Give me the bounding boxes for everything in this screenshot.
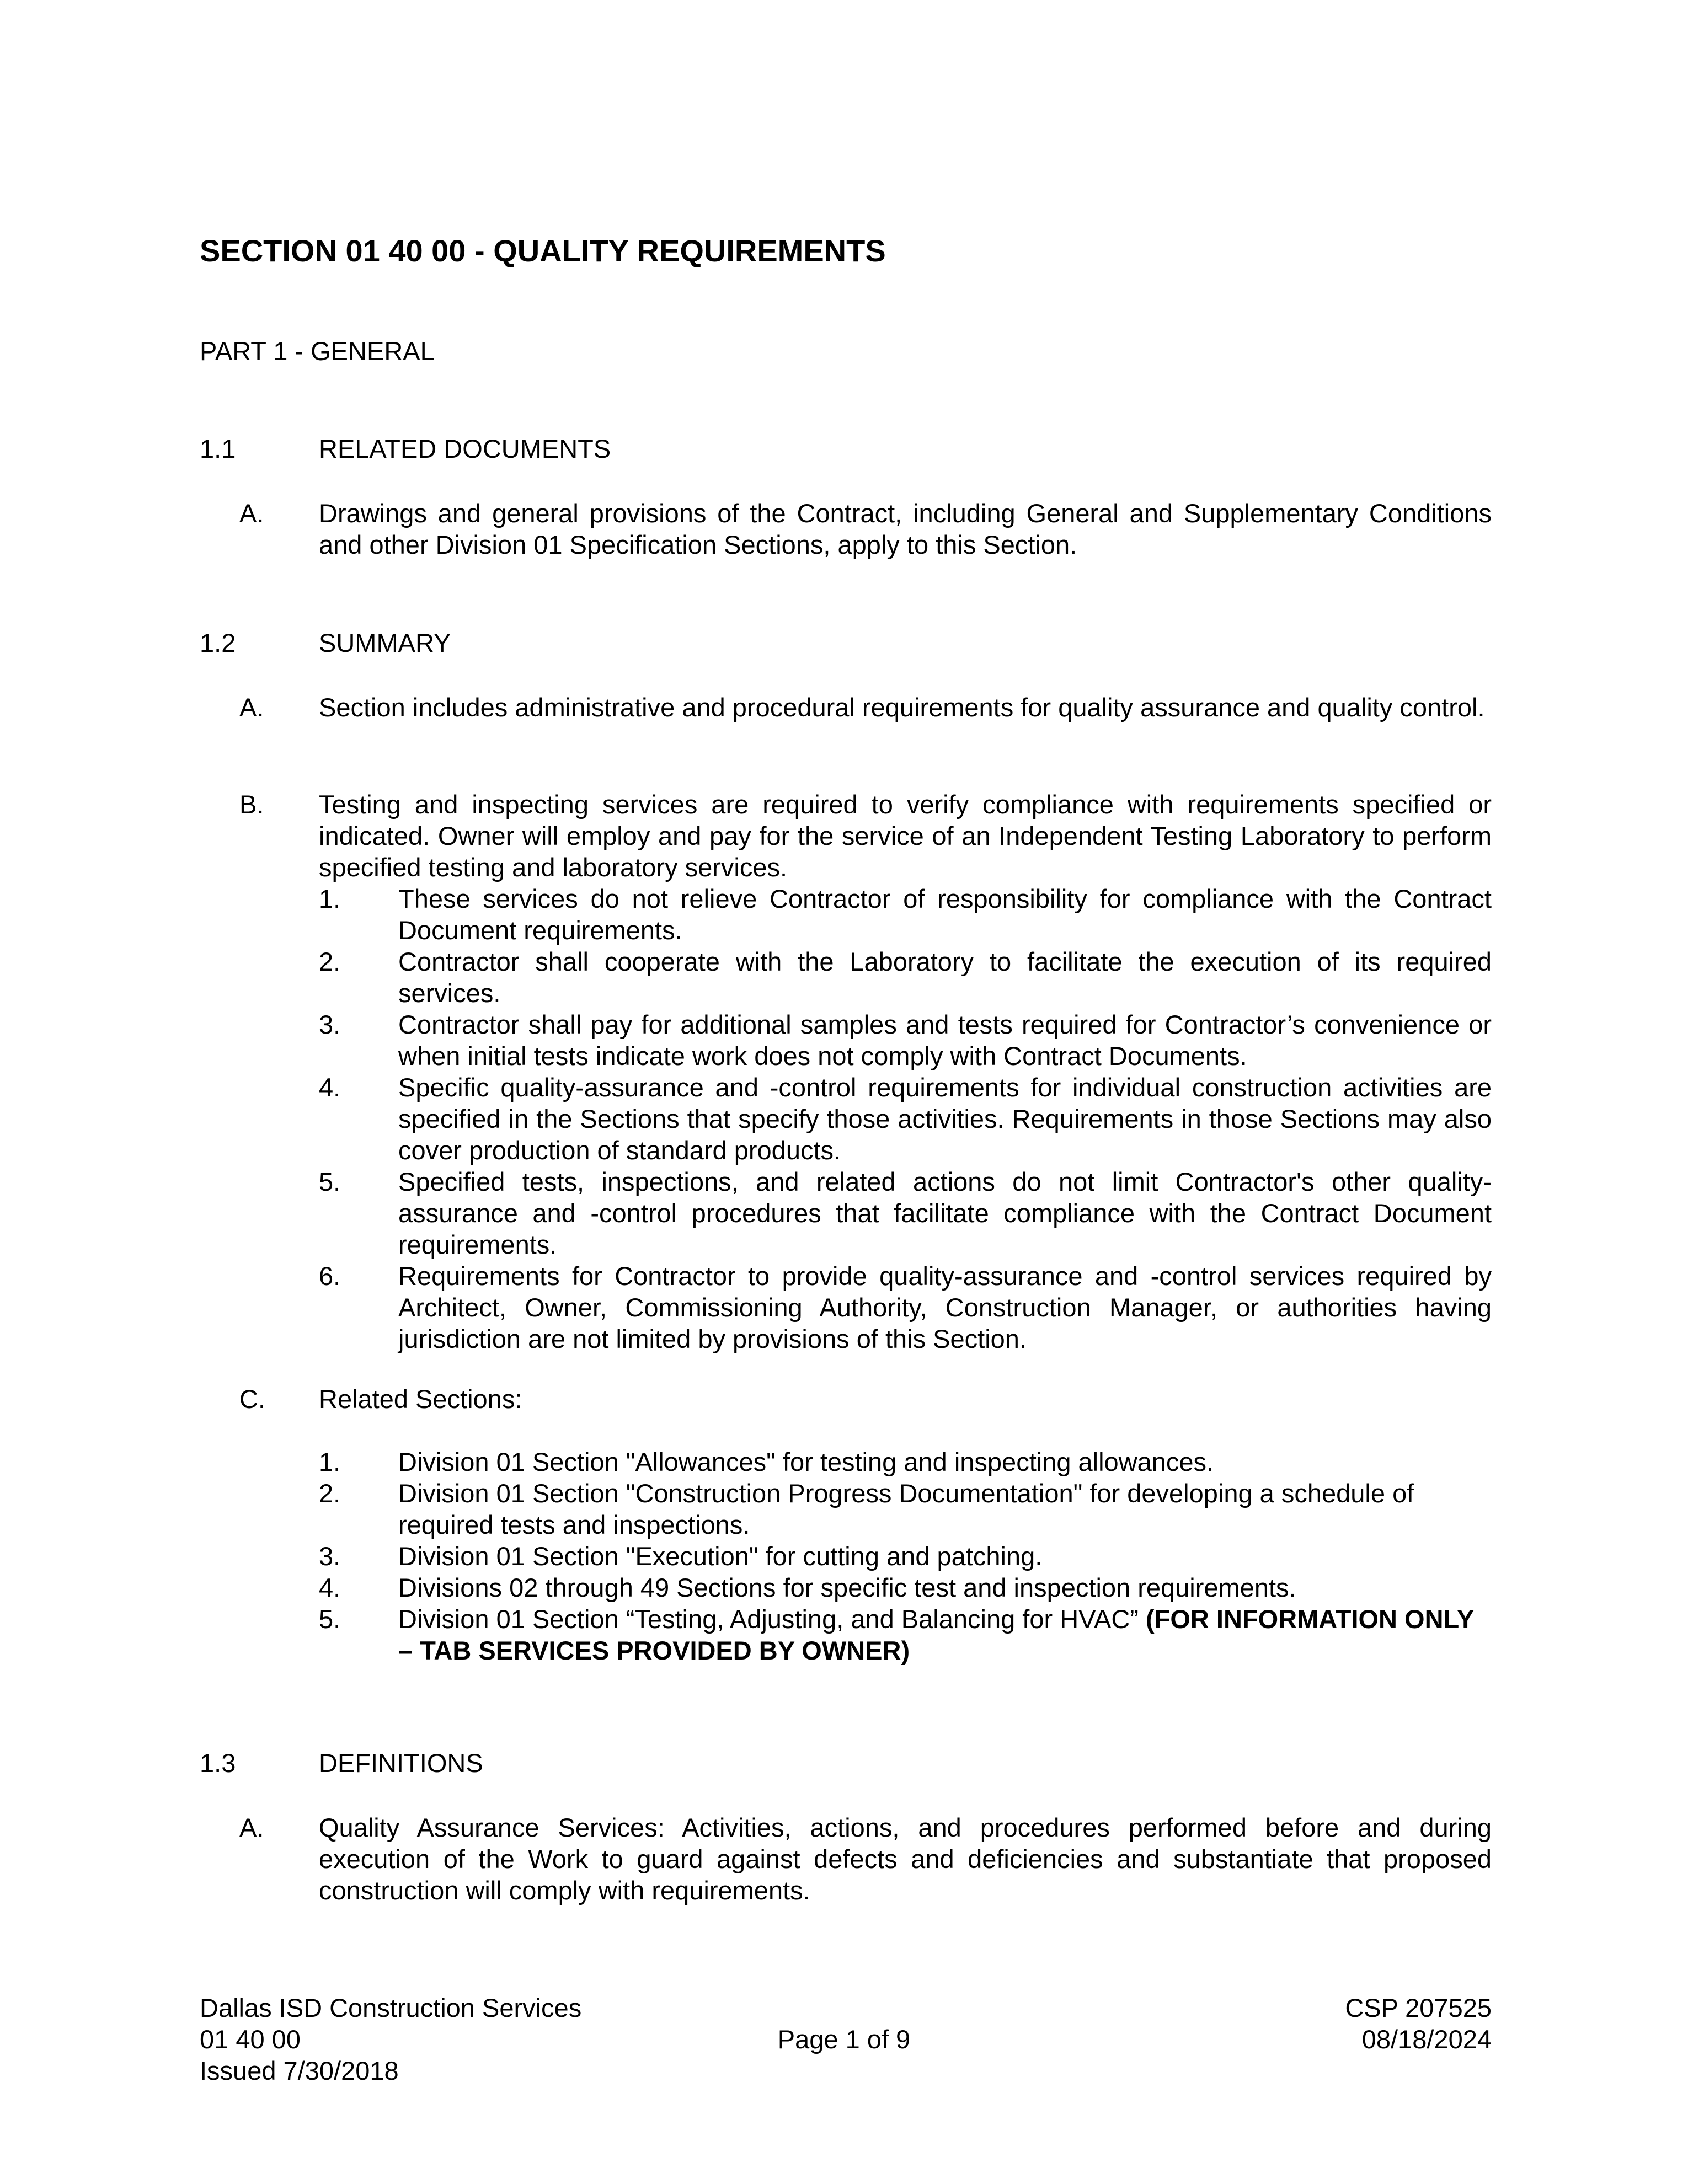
list-item-number: 6. bbox=[319, 1261, 341, 1291]
list-item bbox=[319, 1009, 1492, 1072]
list-item-text: These services do not relieve Contractor of responsibility for compliance with the Contract Document requirements. bbox=[398, 884, 1492, 945]
list-item-text: Specified tests, inspections, and related actions do not limit Contractor's other quality-assurance and -control procedures that facilitate compliance with the Contract Document requirements. bbox=[398, 1167, 1492, 1259]
article-number: 1.1 bbox=[200, 434, 236, 463]
list-item-number: 3. bbox=[319, 1541, 341, 1571]
list-item-text: Contractor shall cooperate with the Laboratory to facilitate the execution of its required services. bbox=[398, 947, 1492, 1008]
paragraph-text: Drawings and general provisions of the Contract, including General and Supplementary Conditions and other Division 01 Specification Sections, apply to this Section. bbox=[319, 499, 1492, 559]
list-item bbox=[319, 1478, 1492, 1540]
paragraph-text: Testing and inspecting services are required to verify compliance with requirements specified or indicated. Owner will employ and pay for the service of an Independent Testing Laboratory to perform specified testing and laboratory services. bbox=[319, 790, 1492, 882]
list-item bbox=[319, 1572, 1492, 1603]
list-item-number: 1. bbox=[319, 1447, 341, 1476]
list-item bbox=[319, 1540, 1492, 1572]
paragraph-letter: C. bbox=[239, 1384, 265, 1414]
list-item-text: Divisions 02 through 49 Sections for specific test and inspection requirements. bbox=[398, 1573, 1296, 1602]
footer-issued-date: Issued 7/30/2018 bbox=[200, 2056, 399, 2085]
section-title: SECTION 01 40 00 - QUALITY REQUIREMENTS bbox=[200, 233, 886, 268]
list-item bbox=[319, 1166, 1492, 1260]
footer-organization: Dallas ISD Construction Services bbox=[200, 1993, 582, 2022]
list-item-bold-text: (FOR INFORMATION ONLY – TAB SERVICES PROVIDED BY OWNER) bbox=[398, 1604, 1474, 1665]
list-item-number: 5. bbox=[319, 1167, 341, 1196]
list-item-number: 4. bbox=[319, 1573, 341, 1602]
article-number: 1.2 bbox=[200, 628, 236, 657]
list-item-number: 1. bbox=[319, 884, 341, 913]
paragraph-text: Related Sections: bbox=[319, 1384, 522, 1414]
paragraph-1-2-b bbox=[239, 789, 1492, 1355]
article-number: 1.3 bbox=[200, 1748, 236, 1778]
list-item-number: 2. bbox=[319, 947, 341, 976]
article-title: RELATED DOCUMENTS bbox=[319, 434, 611, 463]
list-item-number: 2. bbox=[319, 1479, 341, 1508]
paragraph-1-1-a bbox=[239, 497, 1492, 560]
paragraph-text: Quality Assurance Services: Activities, actions, and procedures performed before and during execution of the Work to guard against defects and deficiencies and substantiate that proposed construction will comply with requirements. bbox=[319, 1813, 1492, 1905]
paragraph-letter: A. bbox=[239, 1813, 264, 1842]
list-item-text bbox=[398, 1603, 1479, 1666]
paragraph-1-2-c bbox=[239, 1383, 1492, 1666]
list-item bbox=[319, 1260, 1492, 1355]
paragraph-letter: B. bbox=[239, 790, 264, 819]
list-item bbox=[319, 1072, 1492, 1166]
paragraph-letter: A. bbox=[239, 499, 264, 528]
list-item bbox=[319, 883, 1492, 946]
paragraph-1-2-a bbox=[239, 692, 1492, 723]
list-item bbox=[319, 1603, 1492, 1666]
list-item-text: Division 01 Section "Execution" for cutting and patching. bbox=[398, 1541, 1043, 1571]
list-item-number: 4. bbox=[319, 1073, 341, 1102]
footer-date: 08/18/2024 bbox=[1361, 2025, 1492, 2054]
list-item-number: 5. bbox=[319, 1604, 341, 1634]
list-item-text: Division 01 Section "Allowances" for testing and inspecting allowances. bbox=[398, 1447, 1214, 1476]
footer-project-number: CSP 207525 bbox=[1345, 1993, 1492, 2022]
article-title: DEFINITIONS bbox=[319, 1748, 483, 1778]
list-item bbox=[319, 946, 1492, 1009]
footer-right bbox=[1345, 1992, 1492, 2055]
paragraph-letter: A. bbox=[239, 693, 264, 722]
list-item-text: Specific quality-assurance and -control requirements for individual construction activities are specified in the Sections that specify those activities. Requirements in those Sections may also cover production of standard products. bbox=[398, 1073, 1492, 1165]
list-item-plain-text: Division 01 Section “Testing, Adjusting, and Balancing for HVAC” bbox=[398, 1604, 1146, 1634]
paragraph-text: Section includes administrative and procedural requirements for quality assurance and quality control. bbox=[319, 693, 1485, 722]
list-item-text: Contractor shall pay for additional samples and tests required for Contractor’s convenience or when initial tests indicate work does not comply with Contract Documents. bbox=[398, 1010, 1492, 1070]
paragraph-1-3-a bbox=[239, 1812, 1492, 1906]
footer-page-number: Page 1 of 9 bbox=[777, 2025, 911, 2054]
article-title: SUMMARY bbox=[319, 628, 451, 657]
footer-section-number: 01 40 00 bbox=[200, 2025, 301, 2054]
list-item bbox=[319, 1446, 1492, 1478]
list-item-number: 3. bbox=[319, 1010, 341, 1039]
list-item-text: Requirements for Contractor to provide quality-assurance and -control services required by Architect, Owner, Commissioning Authority, Construction Manager, or authorities having jurisdiction are not limited by provisions of this Section. bbox=[398, 1261, 1492, 1353]
list-item-text: Division 01 Section "Construction Progress Documentation" for developing a schedule of required tests and inspections. bbox=[398, 1479, 1414, 1539]
part-heading: PART 1 - GENERAL bbox=[200, 336, 435, 366]
